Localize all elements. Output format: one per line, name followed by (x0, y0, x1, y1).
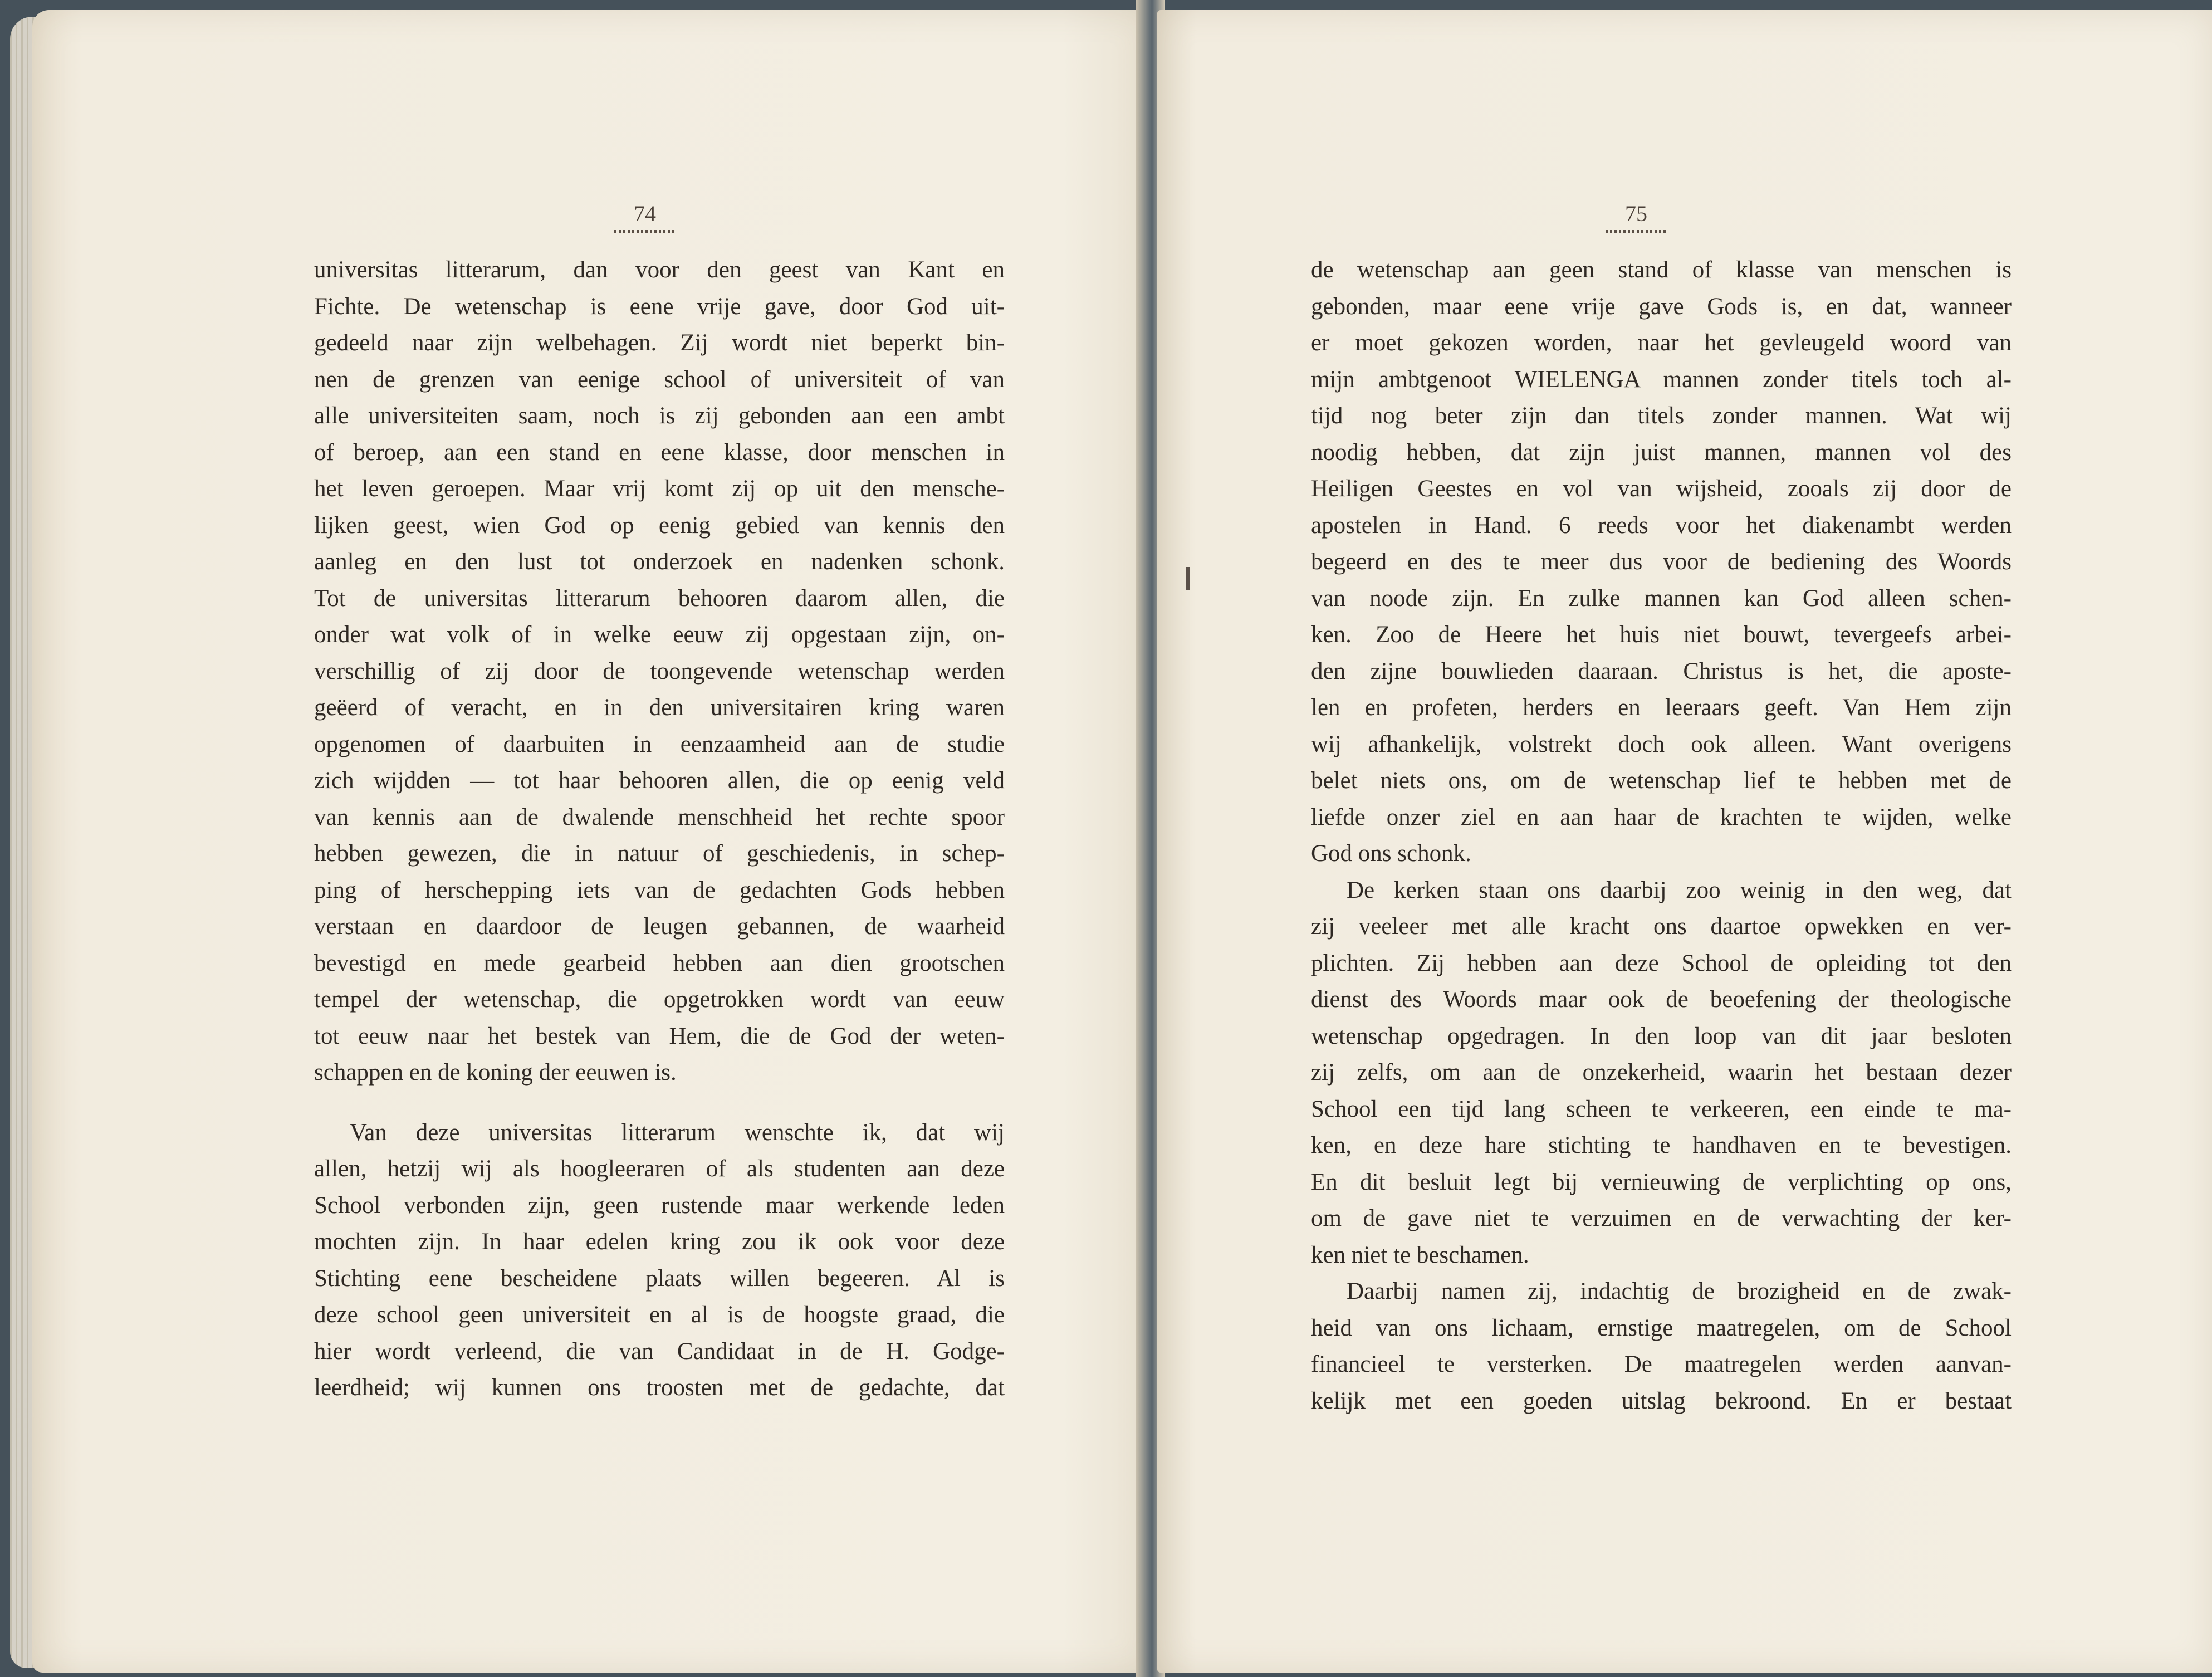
text-line: Tot de universitas litterarum behooren daarom allen, die (314, 585, 1005, 612)
page-number-rule (614, 230, 676, 233)
right-page (1157, 10, 2212, 1673)
text-line: zij zelfs, om aan de onzekerheid, waarin het bestaan dezer (1311, 1059, 2012, 1086)
text-line: lijken geest, wien God op eenig gebied van kennis den (314, 512, 1005, 539)
text-line: kelijk met een goeden uitslag bekroond. En er bestaat (1311, 1387, 2012, 1414)
text-line: gebonden, maar eene vrije gave Gods is, en dat, wanneer (1311, 293, 2012, 320)
text-line: hier wordt verleend, die van Candidaat in de H. Godge- (314, 1338, 1005, 1365)
page-number-text: 74 (634, 201, 656, 226)
text-line: alle universiteiten saam, noch is zij gebonden aan een ambt (314, 403, 1005, 429)
text-line: universitas litterarum, dan voor den geest van Kant en (314, 257, 1005, 283)
text-line: ken, en deze hare stichting te handhaven en te bevestigen. (1311, 1132, 2012, 1158)
paragraph-gap (314, 1091, 1005, 1114)
text-line: het leven geroepen. Maar vrij komt zij op uit den mensche- (314, 476, 1005, 502)
text-line: schappen en de koning der eeuwen is. (314, 1059, 677, 1086)
text-line: den zijne bouwlieden daaraan. Christus is het, die aposte- (1311, 658, 2012, 685)
margin-mark (1186, 567, 1190, 590)
text-line: dienst des Woords maar ook de beoefening der theologische (1311, 986, 2012, 1013)
text-line: Stichting eene bescheidene plaats willen begeeren. Al is (314, 1265, 1005, 1292)
text-line: ken. Zoo de Heere het huis niet bouwt, tevergeefs arbei- (1311, 622, 2012, 648)
text-line: heid van ons lichaam, ernstige maatregelen, om de School (1311, 1314, 2012, 1341)
text-line: zij veeleer met alle kracht ons daartoe opwekken en ver- (1311, 913, 2012, 940)
text-line: tijd nog beter zijn dan titels zonder mannen. Wat wij (1311, 403, 2012, 429)
text-line: plichten. Zij hebben aan deze School de opleiding tot den (1311, 950, 2012, 976)
left-page (32, 10, 1151, 1673)
text-line: De kerken staan ons daarbij zoo weinig in den weg, dat (1347, 877, 2012, 903)
text-line: apostelen in Hand. 6 reeds voor het diakenambt werden (1311, 512, 2012, 539)
text-line: len en profeten, herders en leeraars geeft. Van Hem zijn (1311, 695, 2012, 721)
page-number-right (1580, 201, 1692, 233)
text-line: En dit besluit legt bij vernieuwing de verplichting op ons, (1311, 1168, 2012, 1195)
text-line: God ons schonk. (1311, 840, 1471, 867)
text-line: verschillig of zij door de toongevende wetenschap werden (314, 658, 1005, 685)
text-line: Fichte. De wetenschap is eene vrije gave, door God uit- (314, 293, 1005, 320)
text-line: leerdheid; wij kunnen ons troosten met de gedachte, dat (314, 1375, 1005, 1401)
text-line: er moet gekozen worden, naar het gevleugeld woord van (1311, 330, 2012, 356)
text-line: tempel der wetenschap, die opgetrokken wordt van eeuw (314, 986, 1005, 1013)
text-line: Heiligen Geestes en vol van wijsheid, zooals zij door de (1311, 476, 2012, 502)
text-line: om de gave niet te verzuimen en de verwachting der ker- (1311, 1205, 2012, 1231)
left-text-column (314, 252, 1005, 1406)
right-text-column (1311, 252, 2012, 1419)
text-line: financieel te versterken. De maatregelen werden aanvan- (1311, 1351, 2012, 1377)
text-line: deze school geen universiteit en al is de hoogste graad, die (314, 1302, 1005, 1328)
text-line: verstaan en daardoor de leugen gebannen, de waarheid (314, 913, 1005, 940)
text-line: van kennis aan de dwalende menschheid het rechte spoor (314, 804, 1005, 830)
text-line: van noode zijn. En zulke mannen kan God alleen schen- (1311, 585, 2012, 612)
text-line: Daarbij namen zij, indachtig de brozigheid en de zwak- (1347, 1278, 2012, 1304)
text-line: allen, hetzij wij als hoogleeraren of als studenten aan deze (314, 1156, 1005, 1182)
text-line: de wetenschap aan geen stand of klasse van menschen is (1311, 257, 2012, 283)
text-line: ping of herschepping iets van de gedachten Gods hebben (314, 877, 1005, 903)
text-line: opgenomen of daarbuiten in eenzaamheid aan de studie (314, 731, 1005, 757)
text-line: Van deze universitas litterarum wenschte ik, dat wij (350, 1119, 1005, 1146)
text-line: belet niets ons, om de wetenschap lief te hebben met de (1311, 767, 2012, 794)
page-number-rule (1606, 230, 1667, 233)
text-line: liefde onzer ziel en aan haar de krachten te wijden, welke (1311, 804, 2012, 830)
text-line: tot eeuw naar het bestek van Hem, die de God der weten- (314, 1023, 1005, 1049)
text-line: School een tijd lang scheen te verkeeren, een einde te ma- (1311, 1096, 2012, 1122)
text-line: wij afhankelijk, volstrekt doch ook alleen. Want overigens (1311, 731, 2012, 757)
text-line: of beroep, aan een stand en eene klasse, door menschen in (314, 439, 1005, 466)
text-line: aanleg en den lust tot onderzoek en nadenken schonk. (314, 549, 1005, 575)
text-line: School verbonden zijn, geen rustende maar werkende leden (314, 1192, 1005, 1219)
text-line: zich wijdden — tot haar behooren allen, die op eenig veld (314, 767, 1005, 794)
text-line: mijn ambtgenoot WIELENGA mannen zonder titels toch al- (1311, 366, 2012, 393)
text-line: gedeeld naar zijn welbehagen. Zij wordt niet beperkt bin- (314, 330, 1005, 356)
text-line: noodig hebben, dat zijn juist mannen, mannen vol des (1311, 439, 2012, 466)
text-line: nen de grenzen van eenige school of universiteit of van (314, 366, 1005, 393)
text-line: wetenschap opgedragen. In den loop van dit jaar besloten (1311, 1023, 2012, 1049)
text-line: onder wat volk of in welke eeuw zij opgestaan zijn, on- (314, 622, 1005, 648)
page-number-left (589, 201, 701, 233)
page-number-text: 75 (1625, 201, 1647, 226)
text-line: ken niet te beschamen. (1311, 1241, 1529, 1268)
text-line: geëerd of veracht, en in den universitairen kring waren (314, 695, 1005, 721)
text-line: bevestigd en mede gearbeid hebben aan dien grootschen (314, 950, 1005, 976)
text-line: mochten zijn. In haar edelen kring zou ik ook voor deze (314, 1229, 1005, 1255)
text-line: begeerd en des te meer dus voor de bediening des Woords (1311, 549, 2012, 575)
text-line: hebben gewezen, die in natuur of geschiedenis, in schep- (314, 840, 1005, 867)
